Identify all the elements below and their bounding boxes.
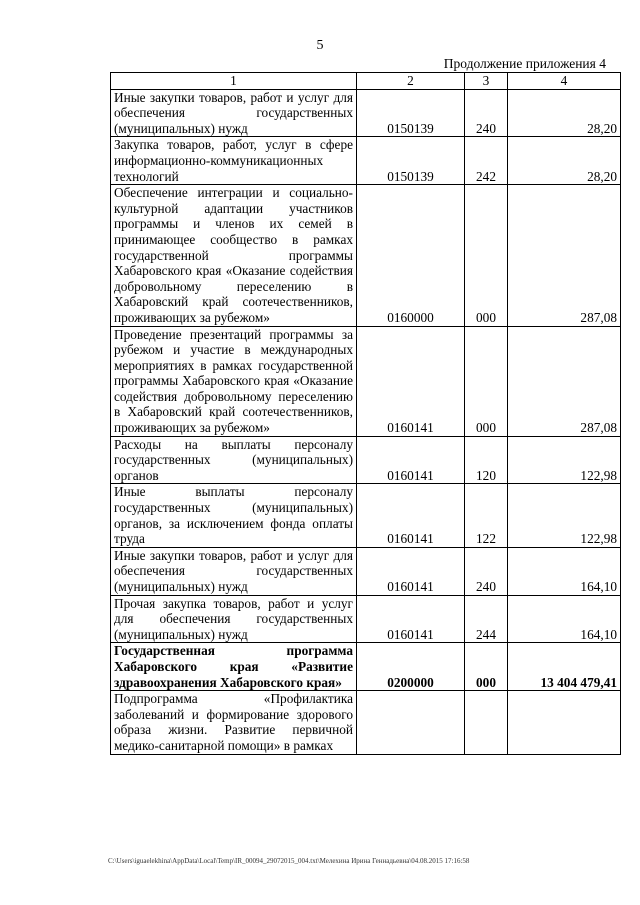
row-code-cell: 0160000	[357, 185, 465, 326]
row-amount-cell: 28,20	[508, 137, 621, 185]
row-type-cell: 120	[465, 436, 508, 484]
row-name-cell: Иные выплаты персоналу государственных (муниципальных) органов, за исключением фонда оплаты труда	[111, 484, 357, 547]
budget-table	[110, 72, 621, 755]
row-name-cell: Иные закупки товаров, работ и услуг для обеспечения государственных (муниципальных) нужд	[111, 89, 357, 137]
row-name-cell: Расходы на выплаты персоналу государственных (муниципальных) органов	[111, 436, 357, 484]
row-amount-cell: 28,20	[508, 89, 621, 137]
row-type-cell: 122	[465, 484, 508, 547]
row-type-cell	[465, 691, 508, 754]
page-number: 5	[316, 38, 324, 53]
row-code-cell: 0160141	[357, 484, 465, 547]
table-row	[111, 691, 621, 754]
header-cell: 4	[508, 73, 621, 90]
row-name-cell: Подпрограмма «Профилактика заболеваний и формирование здорового образа жизни. Развитие первичной медико-санитарной помощи» в рамках	[111, 691, 357, 754]
header-cell: 3	[465, 73, 508, 90]
row-name-cell: Закупка товаров, работ, услуг в сфере информационно-коммуникационных технологий	[111, 137, 357, 185]
row-name-cell: Проведение презентаций программы за рубежом и участие в международных мероприятиях в рамках государственной программы Хабаровского края «Оказание содействия добровольному переселению в Хабаровский край соотечественников, проживающих за рубежом»	[111, 326, 357, 436]
row-code-cell: 0160141	[357, 326, 465, 436]
row-code-cell: 0150139	[357, 137, 465, 185]
row-amount-cell: 164,10	[508, 595, 621, 643]
row-name-cell: Иные закупки товаров, работ и услуг для обеспечения государственных (муниципальных) нужд	[111, 547, 357, 595]
row-type-cell: 244	[465, 595, 508, 643]
row-code-cell	[357, 691, 465, 754]
table-row	[111, 326, 621, 436]
continuation-caption: Продолжение приложения 4	[443, 56, 606, 71]
row-code-cell: 0160141	[357, 436, 465, 484]
row-amount-cell: 164,10	[508, 547, 621, 595]
row-name-cell: Прочая закупка товаров, работ и услуг для обеспечения государственных (муниципальных) нужд	[111, 595, 357, 643]
row-amount-cell: 13 404 479,41	[508, 643, 621, 691]
row-type-cell: 000	[465, 185, 508, 326]
row-amount-cell	[508, 691, 621, 754]
table-row	[111, 595, 621, 643]
header-cell: 1	[111, 73, 357, 90]
table-row	[111, 436, 621, 484]
row-name-cell: Государственная программа Хабаровского края «Развитие здравоохранения Хабаровского края»	[111, 643, 357, 691]
header-cell: 2	[357, 73, 465, 90]
row-amount-cell: 122,98	[508, 484, 621, 547]
table-header-row	[111, 73, 621, 90]
file-path-footer: C:\Users\iguaelekhina\AppData\Local\Temp\IR_00094_29072015_004.txt\Мелехина Ирина Геннадьевна\04.08.2015 17:16:58	[108, 857, 470, 865]
row-amount-cell: 287,08	[508, 185, 621, 326]
table-row	[111, 185, 621, 326]
table-row	[111, 137, 621, 185]
row-code-cell: 0160141	[357, 547, 465, 595]
row-name-cell: Обеспечение интеграции и социально-культурной адаптации участников программы и членов их семей в принимающее сообщество в рамках государственной программы Хабаровского края «Оказание содействия добровольному переселению в Хабаровский край соотечественников, проживающих за рубежом»	[111, 185, 357, 326]
row-code-cell: 0150139	[357, 89, 465, 137]
row-type-cell: 240	[465, 547, 508, 595]
row-code-cell: 0160141	[357, 595, 465, 643]
row-amount-cell: 122,98	[508, 436, 621, 484]
row-type-cell: 000	[465, 643, 508, 691]
row-code-cell: 0200000	[357, 643, 465, 691]
row-type-cell: 240	[465, 89, 508, 137]
table-row	[111, 484, 621, 547]
table-row	[111, 547, 621, 595]
table-row	[111, 89, 621, 137]
table-row	[111, 643, 621, 691]
row-type-cell: 242	[465, 137, 508, 185]
row-type-cell: 000	[465, 326, 508, 436]
row-amount-cell: 287,08	[508, 326, 621, 436]
